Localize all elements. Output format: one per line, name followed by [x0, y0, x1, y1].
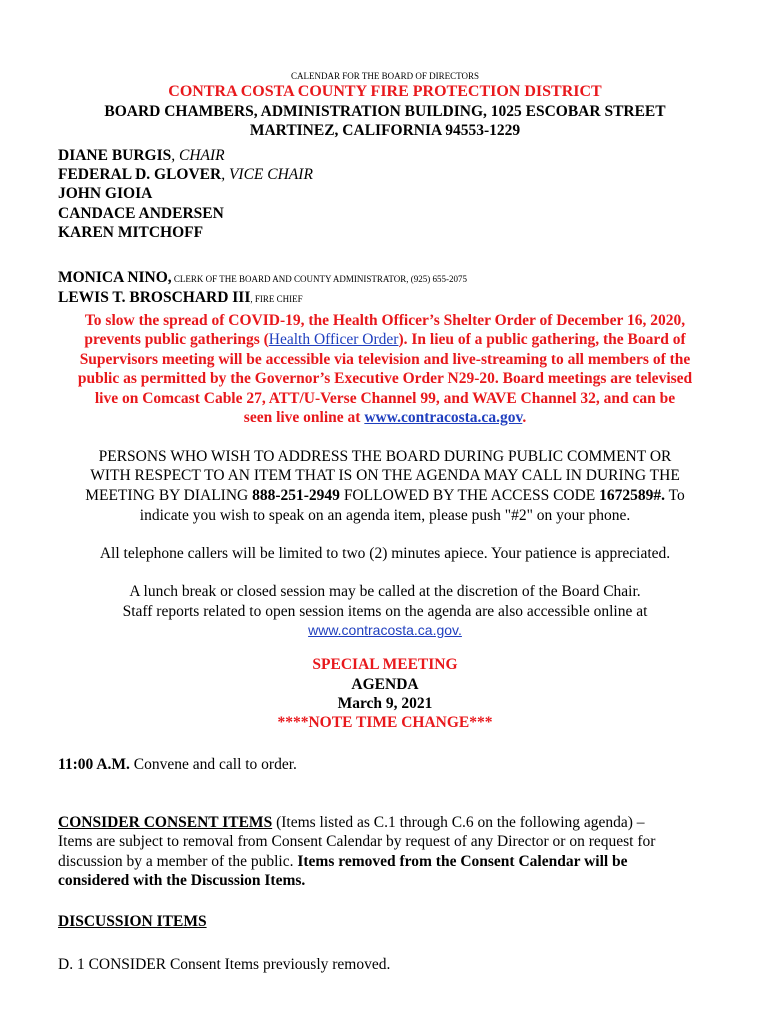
convene-time: 11:00 A.M.: [58, 756, 130, 773]
staff-reports-note: Staff reports related to open session items on the agenda are also accessible online at: [122, 603, 648, 620]
convene-line: [58, 756, 297, 774]
board-member: [58, 147, 225, 165]
staff-reports-link-row: [0, 622, 770, 640]
consent-line-2: Items are subject to removal from Consent Calendar by request of any Director or on request for: [58, 833, 656, 850]
public-comment-text: FOLLOWED BY THE ACCESS CODE: [339, 487, 600, 504]
covid-text: ). In lieu of a public gathering, the Board of: [398, 331, 686, 348]
covid-line-5: live on Comcast Cable 27, ATT/U-Verse Channel 99, and WAVE Channel 32, and can be: [94, 390, 676, 407]
consent-line-1: [58, 814, 645, 832]
board-member-name: DIANE BURGIS: [58, 147, 172, 164]
contracosta-link[interactable]: www.contracosta.ca.gov: [364, 409, 523, 426]
time-change-note: ****NOTE TIME CHANGE***: [277, 714, 493, 731]
discussion-heading: DISCUSSION ITEMS: [58, 913, 207, 930]
covid-text: prevents public gatherings (: [84, 331, 269, 348]
callers-note: All telephone callers will be limited to two (2) minutes apiece. Your patience is appreciated.: [99, 545, 671, 562]
district-name: CONTRA COSTA COUNTY FIRE PROTECTION DISTRICT: [168, 83, 602, 100]
health-officer-order-link[interactable]: Health Officer Order: [268, 331, 399, 348]
official-role: CLERK OF THE BOARD AND COUNTY ADMINISTRATOR, (925) 655-2075: [171, 274, 468, 284]
consent-text: (Items listed as C.1 through C.6 on the following agenda) –: [272, 814, 645, 831]
board-member-name: CANDACE ANDERSEN: [58, 205, 224, 222]
lunch-note: A lunch break or closed session may be called at the discretion of the Board Chair.: [129, 583, 641, 600]
official-name: LEWIS T. BROSCHARD III: [58, 289, 251, 306]
board-member: [58, 166, 313, 184]
official-clerk: [58, 269, 467, 287]
covid-text: .: [522, 409, 527, 426]
consent-heading: CONSIDER CONSENT ITEMS: [58, 814, 273, 831]
official-fire-chief: [58, 289, 303, 307]
staff-reports-link[interactable]: www.contracosta.ca.gov.: [308, 622, 462, 638]
consent-bold-text: Items removed from the Consent Calendar will be: [297, 853, 628, 870]
phone-number: 888-251-2949: [252, 487, 340, 504]
board-member-name: KAREN MITCHOFF: [58, 224, 204, 241]
board-member: [58, 224, 203, 242]
access-code: 1672589#.: [599, 487, 666, 504]
official-role: , FIRE CHIEF: [250, 294, 303, 304]
public-comment-line-3: [0, 487, 770, 505]
covid-line-1: To slow the spread of COVID-19, the Health Officer’s Shelter Order of December 16, 2020,: [84, 312, 686, 329]
covid-line-6: [0, 409, 770, 427]
board-member-name: JOHN GIOIA: [58, 185, 153, 202]
board-member-sep: ,: [221, 166, 229, 183]
public-comment-text: To: [665, 487, 685, 504]
meeting-type: SPECIAL MEETING: [312, 656, 458, 673]
board-member-sep: ,: [171, 147, 180, 164]
board-member-role: VICE CHAIR: [228, 166, 313, 183]
board-member: [58, 185, 152, 203]
public-comment-line-4: indicate you wish to speak on an agenda item, please push "#2" on your phone.: [139, 507, 631, 524]
public-comment-text: MEETING BY DIALING: [85, 487, 253, 504]
address-line-2: MARTINEZ, CALIFORNIA 94553-1229: [249, 122, 521, 139]
covid-line-2: [0, 331, 770, 349]
covid-line-4: public as permitted by the Governor’s Executive Order N29-20. Board meetings are televised: [77, 370, 693, 387]
calendar-line: CALENDAR FOR THE BOARD OF DIRECTORS: [291, 71, 479, 81]
consent-line-3: [58, 853, 628, 871]
board-member-name: FEDERAL D. GLOVER: [58, 166, 222, 183]
board-member-role: CHAIR: [179, 147, 225, 164]
public-comment-line-1: PERSONS WHO WISH TO ADDRESS THE BOARD DURING PUBLIC COMMENT OR: [98, 448, 672, 465]
consent-line-4: considered with the Discussion Items.: [58, 872, 306, 889]
address-line-1: BOARD CHAMBERS, ADMINISTRATION BUILDING, 1025 ESCOBAR STREET: [104, 103, 666, 120]
consent-text: discussion by a member of the public.: [58, 853, 298, 870]
covid-line-3: Supervisors meeting will be accessible via television and live-streaming to all members of the: [79, 351, 691, 368]
board-member: [58, 205, 224, 223]
covid-text: seen live online at: [243, 409, 365, 426]
discussion-item-d1: D. 1 CONSIDER Consent Items previously removed.: [58, 956, 391, 973]
official-name: MONICA NINO,: [58, 269, 172, 286]
meeting-date: March 9, 2021: [337, 695, 433, 712]
convene-text: Convene and call to order.: [129, 756, 297, 773]
public-comment-line-2: WITH RESPECT TO AN ITEM THAT IS ON THE AGENDA MAY CALL IN DURING THE: [90, 467, 680, 484]
agenda-heading: AGENDA: [351, 676, 419, 693]
